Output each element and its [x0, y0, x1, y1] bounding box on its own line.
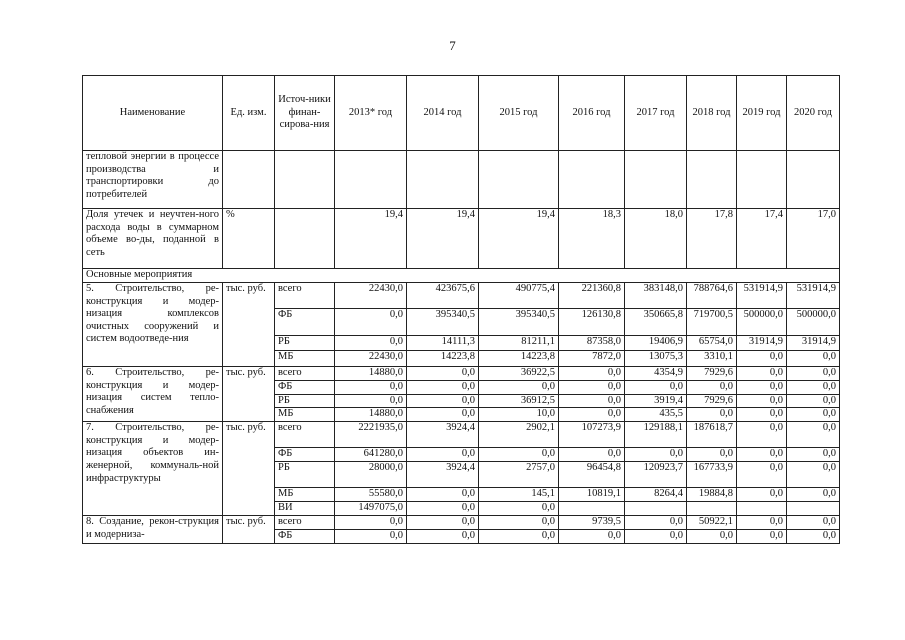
value-cell: 126130,8	[559, 309, 625, 336]
value-cell: 423675,6	[407, 283, 479, 309]
table-row	[83, 516, 840, 530]
header-year: 2015 год	[479, 76, 559, 151]
value-cell: 0,0	[407, 394, 479, 408]
page-number: 7	[449, 38, 456, 53]
value-cell: 0,0	[559, 394, 625, 408]
value-cell	[737, 502, 787, 516]
row-name: Доля утечек и неучтен-ного расхода воды в суммарном объеме во-ды, поданной в сеть	[83, 209, 223, 269]
funding-source: ФБ	[275, 381, 335, 395]
measure-name: 7. Строительство, ре-конструкция и модер-низация объектов ин-женерной, коммуналь-ной инфраструктуры	[83, 422, 223, 516]
measure-unit: тыс. руб.	[223, 422, 275, 516]
program-table	[82, 75, 840, 544]
value-cell: 0,0	[559, 408, 625, 422]
value-cell: 0,0	[787, 422, 840, 448]
value-cell: 641280,0	[335, 448, 407, 462]
value-cell: 14880,0	[335, 367, 407, 381]
value-cell: 17,4	[737, 209, 787, 269]
value-cell: 14111,3	[407, 336, 479, 351]
value-cell: 719700,5	[687, 309, 737, 336]
value-cell	[625, 502, 687, 516]
cell	[625, 151, 687, 209]
value-cell: 0,0	[407, 488, 479, 502]
value-cell: 0,0	[787, 448, 840, 462]
header-year: 2013* год	[335, 76, 407, 151]
value-cell: 0,0	[737, 351, 787, 367]
header-name: Наименование	[83, 76, 223, 151]
value-cell: 531914,9	[737, 283, 787, 309]
row-unit: %	[223, 209, 275, 269]
value-cell: 221360,8	[559, 283, 625, 309]
value-cell: 0,0	[559, 381, 625, 395]
funding-source: всего	[275, 516, 335, 530]
value-cell: 0,0	[335, 336, 407, 351]
value-cell: 22430,0	[335, 351, 407, 367]
value-cell: 13075,3	[625, 351, 687, 367]
value-cell: 55580,0	[335, 488, 407, 502]
value-cell: 0,0	[687, 381, 737, 395]
value-cell: 81211,1	[479, 336, 559, 351]
value-cell: 96454,8	[559, 462, 625, 488]
value-cell: 395340,5	[479, 309, 559, 336]
value-cell: 8264,4	[625, 488, 687, 502]
value-cell: 0,0	[787, 381, 840, 395]
value-cell: 395340,5	[407, 309, 479, 336]
value-cell: 0,0	[737, 408, 787, 422]
value-cell: 0,0	[787, 367, 840, 381]
value-cell: 87358,0	[559, 336, 625, 351]
value-cell: 10819,1	[559, 488, 625, 502]
value-cell: 0,0	[787, 516, 840, 530]
value-cell	[787, 502, 840, 516]
value-cell: 14223,8	[407, 351, 479, 367]
cell	[559, 151, 625, 209]
value-cell: 500000,0	[737, 309, 787, 336]
value-cell: 19,4	[479, 209, 559, 269]
funding-source: всего	[275, 283, 335, 309]
funding-source: МБ	[275, 488, 335, 502]
table-row	[83, 283, 840, 309]
funding-source: РБ	[275, 394, 335, 408]
measure-name: 5. Строительство, ре-конструкция и модер-низация комплексов очистных сооружений и систем водоотведе-ния	[83, 283, 223, 367]
value-cell: 14880,0	[335, 408, 407, 422]
measure-unit: тыс. руб.	[223, 516, 275, 544]
value-cell: 2221935,0	[335, 422, 407, 448]
value-cell: 788764,6	[687, 283, 737, 309]
section-row	[83, 269, 840, 283]
cell	[275, 151, 335, 209]
value-cell: 0,0	[479, 516, 559, 530]
measure-unit: тыс. руб.	[223, 367, 275, 422]
value-cell: 7929,6	[687, 394, 737, 408]
value-cell: 4354,9	[625, 367, 687, 381]
value-cell: 0,0	[407, 502, 479, 516]
value-cell: 120923,7	[625, 462, 687, 488]
funding-source: ВИ	[275, 502, 335, 516]
table-row	[83, 422, 840, 448]
value-cell: 18,3	[559, 209, 625, 269]
value-cell: 0,0	[687, 408, 737, 422]
value-cell: 1497075,0	[335, 502, 407, 516]
value-cell: 0,0	[335, 381, 407, 395]
funding-source: МБ	[275, 408, 335, 422]
funding-source: МБ	[275, 351, 335, 367]
value-cell: 0,0	[687, 448, 737, 462]
value-cell: 0,0	[335, 530, 407, 544]
value-cell: 0,0	[737, 462, 787, 488]
value-cell: 383148,0	[625, 283, 687, 309]
value-cell: 0,0	[407, 530, 479, 544]
value-cell: 0,0	[625, 448, 687, 462]
value-cell: 0,0	[559, 530, 625, 544]
value-cell: 0,0	[625, 530, 687, 544]
value-cell: 10,0	[479, 408, 559, 422]
value-cell: 0,0	[787, 462, 840, 488]
value-cell: 167733,9	[687, 462, 737, 488]
value-cell: 0,0	[787, 488, 840, 502]
cell	[479, 151, 559, 209]
value-cell: 107273,9	[559, 422, 625, 448]
funding-source: ФБ	[275, 309, 335, 336]
measure-unit: тыс. руб.	[223, 283, 275, 367]
header-source: Источ-ники финан-сирова-ния	[275, 76, 335, 151]
value-cell: 435,5	[625, 408, 687, 422]
value-cell: 17,0	[787, 209, 840, 269]
table-row	[83, 151, 840, 209]
value-cell: 14223,8	[479, 351, 559, 367]
value-cell: 0,0	[737, 394, 787, 408]
value-cell: 0,0	[559, 367, 625, 381]
value-cell: 0,0	[787, 351, 840, 367]
value-cell: 3924,4	[407, 422, 479, 448]
cell	[787, 151, 840, 209]
cell	[737, 151, 787, 209]
value-cell: 0,0	[407, 448, 479, 462]
header-unit: Ед. изм.	[223, 76, 275, 151]
value-cell: 0,0	[479, 530, 559, 544]
value-cell: 0,0	[787, 408, 840, 422]
funding-source: ФБ	[275, 530, 335, 544]
value-cell: 3310,1	[687, 351, 737, 367]
value-cell: 500000,0	[787, 309, 840, 336]
value-cell: 187618,7	[687, 422, 737, 448]
header-year: 2019 год	[737, 76, 787, 151]
value-cell: 50922,1	[687, 516, 737, 530]
header-year: 2018 год	[687, 76, 737, 151]
value-cell: 7929,6	[687, 367, 737, 381]
value-cell: 350665,8	[625, 309, 687, 336]
value-cell: 2757,0	[479, 462, 559, 488]
value-cell: 18,0	[625, 209, 687, 269]
header-year: 2016 год	[559, 76, 625, 151]
value-cell: 0,0	[335, 309, 407, 336]
value-cell: 19884,8	[687, 488, 737, 502]
funding-source: всего	[275, 367, 335, 381]
value-cell: 0,0	[625, 516, 687, 530]
value-cell: 28000,0	[335, 462, 407, 488]
value-cell: 36912,5	[479, 394, 559, 408]
funding-source: ФБ	[275, 448, 335, 462]
row-name: тепловой энергии в процессе производства и транспортировки до потребителей	[83, 151, 223, 209]
value-cell: 0,0	[407, 408, 479, 422]
value-cell: 0,0	[737, 488, 787, 502]
header-year: 2014 год	[407, 76, 479, 151]
value-cell: 0,0	[737, 530, 787, 544]
value-cell: 145,1	[479, 488, 559, 502]
header-row	[83, 76, 840, 151]
value-cell: 0,0	[407, 381, 479, 395]
measure-name: 8. Создание, рекон-струкция и модерниза-	[83, 516, 223, 544]
value-cell	[687, 502, 737, 516]
value-cell: 0,0	[687, 530, 737, 544]
table-row	[83, 367, 840, 381]
value-cell: 0,0	[737, 448, 787, 462]
value-cell: 0,0	[479, 502, 559, 516]
value-cell: 3924,4	[407, 462, 479, 488]
value-cell: 22430,0	[335, 283, 407, 309]
value-cell: 0,0	[737, 381, 787, 395]
value-cell: 7872,0	[559, 351, 625, 367]
value-cell: 0,0	[737, 422, 787, 448]
value-cell: 0,0	[559, 448, 625, 462]
value-cell: 0,0	[335, 394, 407, 408]
value-cell: 531914,9	[787, 283, 840, 309]
value-cell: 19,4	[407, 209, 479, 269]
measures-body	[83, 283, 840, 544]
funding-source: РБ	[275, 462, 335, 488]
value-cell: 65754,0	[687, 336, 737, 351]
value-cell: 0,0	[737, 367, 787, 381]
value-cell: 0,0	[737, 516, 787, 530]
value-cell: 19,4	[335, 209, 407, 269]
value-cell: 0,0	[625, 381, 687, 395]
cell	[335, 151, 407, 209]
value-cell: 17,8	[687, 209, 737, 269]
value-cell: 0,0	[407, 367, 479, 381]
header-year: 2017 год	[625, 76, 687, 151]
value-cell: 36922,5	[479, 367, 559, 381]
measure-name: 6. Строительство, ре-конструкция и модер-низация систем тепло-снабжения	[83, 367, 223, 422]
value-cell: 2902,1	[479, 422, 559, 448]
value-cell: 0,0	[787, 530, 840, 544]
funding-source: РБ	[275, 336, 335, 351]
cell	[275, 209, 335, 269]
value-cell	[559, 502, 625, 516]
value-cell: 19406,9	[625, 336, 687, 351]
cell	[223, 151, 275, 209]
value-cell: 0,0	[479, 448, 559, 462]
cell	[687, 151, 737, 209]
value-cell: 0,0	[787, 394, 840, 408]
header-year: 2020 год	[787, 76, 840, 151]
value-cell: 0,0	[479, 381, 559, 395]
cell	[407, 151, 479, 209]
table-row	[83, 209, 840, 269]
value-cell: 31914,9	[787, 336, 840, 351]
value-cell: 9739,5	[559, 516, 625, 530]
value-cell: 0,0	[407, 516, 479, 530]
section-label: Основные мероприятия	[83, 269, 840, 283]
value-cell: 490775,4	[479, 283, 559, 309]
funding-source: всего	[275, 422, 335, 448]
value-cell: 0,0	[335, 516, 407, 530]
value-cell: 3919,4	[625, 394, 687, 408]
value-cell: 129188,1	[625, 422, 687, 448]
value-cell: 31914,9	[737, 336, 787, 351]
